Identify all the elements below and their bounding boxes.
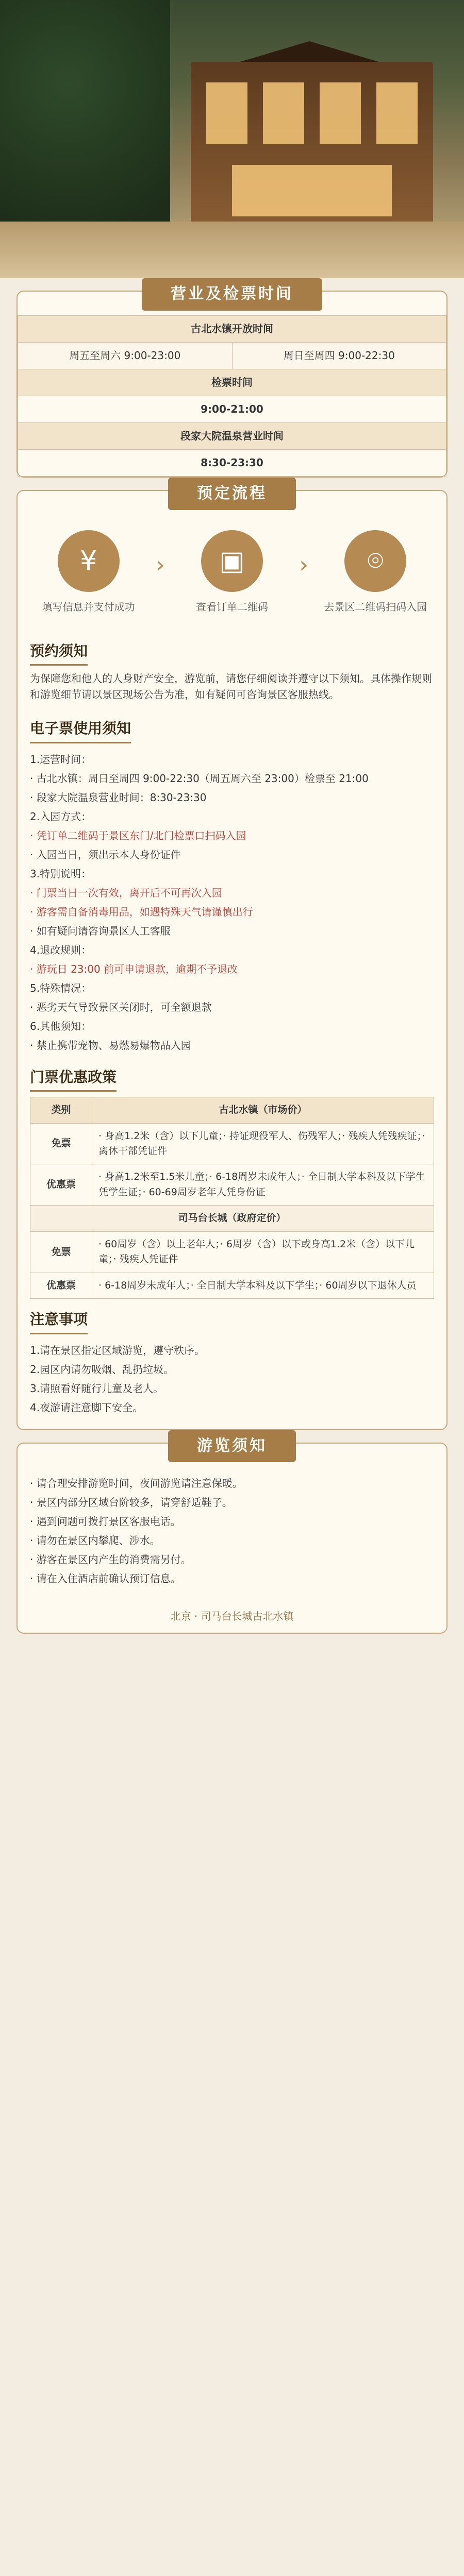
notice-heading: 预约须知 — [30, 640, 88, 666]
list-item: 6.其他须知： — [30, 1020, 92, 1032]
section-title: 游览须知 — [168, 1430, 296, 1463]
list-item: 1.运营时间： — [30, 753, 92, 766]
hours-section — [16, 285, 448, 478]
list-item: · 凭订单二维码于景区东门/北门检票口扫码入园 — [30, 829, 246, 842]
notice-block — [18, 625, 446, 1429]
step-1 — [35, 530, 143, 615]
notice-intro: 为保障您和他人的人身财产安全，游览前，请您仔细阅读并遵守以下须知。具体操作规则和游览细节请以景区现场公告为准，如有疑问可咨询景区客服热线。 — [30, 672, 432, 701]
price-text: · 60周岁（含）以上老年人；· 6周岁（含）以下或身高1.2米（含）以下儿童；· 残疾人凭证件 — [92, 1231, 434, 1273]
arrow-right-icon: › — [156, 552, 165, 578]
steps-row — [18, 515, 446, 625]
process-section — [16, 484, 448, 1430]
list-item: · 请合理安排游览时间，夜间游览请注意保暖。 — [30, 1477, 243, 1489]
list-item: 2.入园方式： — [30, 810, 92, 823]
list-item: · 段家大院温泉营业时间：8:30-23:30 — [30, 791, 207, 804]
price-table — [30, 1097, 434, 1299]
list-item: · 请勿在景区内攀爬、涉水。 — [30, 1534, 160, 1547]
table-row — [30, 1273, 434, 1298]
qr-code-icon: ▣ — [201, 530, 263, 592]
step-text: 查看订单二维码 — [195, 601, 268, 613]
price-cat: 免票 — [30, 1231, 92, 1273]
price-header-desc: 古北水镇（市场价） — [92, 1097, 434, 1123]
list-item: · 恶劣天气导致景区关闭时，可全额退款 — [30, 1001, 212, 1013]
bath-value: 8:30-23:30 — [18, 450, 446, 477]
section-title: 预定流程 — [168, 478, 296, 510]
tour-list — [18, 1467, 446, 1600]
payment-icon: ¥ — [58, 530, 120, 592]
price-text: · 身高1.2米（含）以下儿童；· 持证现役军人、伤残军人；· 残疾人凭残疾证；· 离休干部凭证件 — [92, 1123, 434, 1164]
weekday-hours: 周五至周六 9:00-23:00 — [18, 343, 233, 369]
list-item: · 遇到问题可拨打景区客服电话。 — [30, 1515, 181, 1528]
section-title: 营业及检票时间 — [142, 278, 322, 311]
table-row — [30, 1123, 434, 1164]
tour-section — [16, 1436, 448, 1634]
price-header-cat: 类别 — [30, 1097, 92, 1123]
arrow-right-icon: › — [299, 552, 308, 578]
building-facade — [191, 62, 433, 232]
weekend-hours: 周日至周四 9:00-22:30 — [232, 343, 446, 369]
list-item: · 禁止携带宠物、易燃易爆物品入园 — [30, 1039, 191, 1052]
list-item: 4.夜游请注意脚下安全。 — [30, 1401, 143, 1414]
step-2 — [178, 530, 286, 615]
list-item: · 景区内部分区域台阶较多，请穿舒适鞋子。 — [30, 1496, 233, 1509]
table-row — [30, 1231, 434, 1273]
table-row — [30, 1164, 434, 1206]
footer-text: 北京 · 司马台长城古北水镇 — [170, 1609, 294, 1622]
list-item: · 门票当日一次有效，离开后不可再次入园 — [30, 886, 222, 899]
hero-image — [0, 0, 464, 278]
ticket-usage-heading: 电子票使用须知 — [30, 717, 131, 743]
check-value: 9:00-21:00 — [18, 396, 446, 423]
list-item: 3.特别说明： — [30, 867, 92, 880]
list-item: · 入园当日，须出示本人身份证件 — [30, 848, 181, 861]
check-label: 检票时间 — [18, 369, 446, 396]
step-3 — [321, 530, 429, 615]
venue-label: 古北水镇开放时间 — [18, 316, 446, 343]
caution-list — [30, 1343, 434, 1416]
list-item: · 古北水镇：周日至周四 9:00-22:30（周五周六至 23:00）检票至 21:00 — [30, 772, 369, 785]
list-item: · 游客需自备消毒用品，如遇特殊天气请谨慎出行 — [30, 905, 253, 918]
hours-table — [18, 315, 446, 477]
list-item: 2.园区内请勿吸烟、乱扔垃圾。 — [30, 1363, 174, 1376]
price-cat: 优惠票 — [30, 1164, 92, 1206]
ground-decoration — [0, 222, 464, 278]
price-text: · 身高1.2米至1.5米儿童；· 6-18周岁未成年人；· 全日制大学本科及以下学生凭学生证；· 60-69周岁老年人凭身份证 — [92, 1164, 434, 1206]
table-row — [30, 1206, 434, 1231]
list-item: 4.退改规则： — [30, 943, 92, 956]
price-heading: 门票优惠政策 — [30, 1066, 117, 1092]
scan-icon: ⌾ — [344, 530, 406, 592]
price-subheading: 司马台长城（政府定价） — [30, 1206, 434, 1231]
list-item: 3.请照看好随行儿童及老人。 — [30, 1382, 164, 1395]
step-text: 去景区二维码扫码入园 — [324, 601, 427, 613]
list-item: · 游客在景区内产生的消费需另付。 — [30, 1553, 191, 1566]
ticket-usage-list — [30, 752, 434, 1054]
list-item: 1.请在景区指定区域游览，遵守秩序。 — [30, 1344, 205, 1357]
list-item: · 如有疑问请咨询景区人工客服 — [30, 924, 171, 937]
caution-heading: 注意事项 — [30, 1308, 88, 1334]
bath-label: 段家大院温泉营业时间 — [18, 423, 446, 450]
price-text: · 6-18周岁未成年人；· 全日制大学本科及以下学生；· 60周岁以下退休人员 — [92, 1273, 434, 1298]
list-item: · 游玩日 23:00 前可申请退款，逾期不予退改 — [30, 962, 238, 975]
price-cat: 优惠票 — [30, 1273, 92, 1298]
price-cat: 免票 — [30, 1123, 92, 1164]
list-item: 5.特殊情况： — [30, 981, 92, 994]
list-item: · 请在入住酒店前确认预订信息。 — [30, 1572, 181, 1585]
step-text: 填写信息并支付成功 — [42, 601, 135, 613]
